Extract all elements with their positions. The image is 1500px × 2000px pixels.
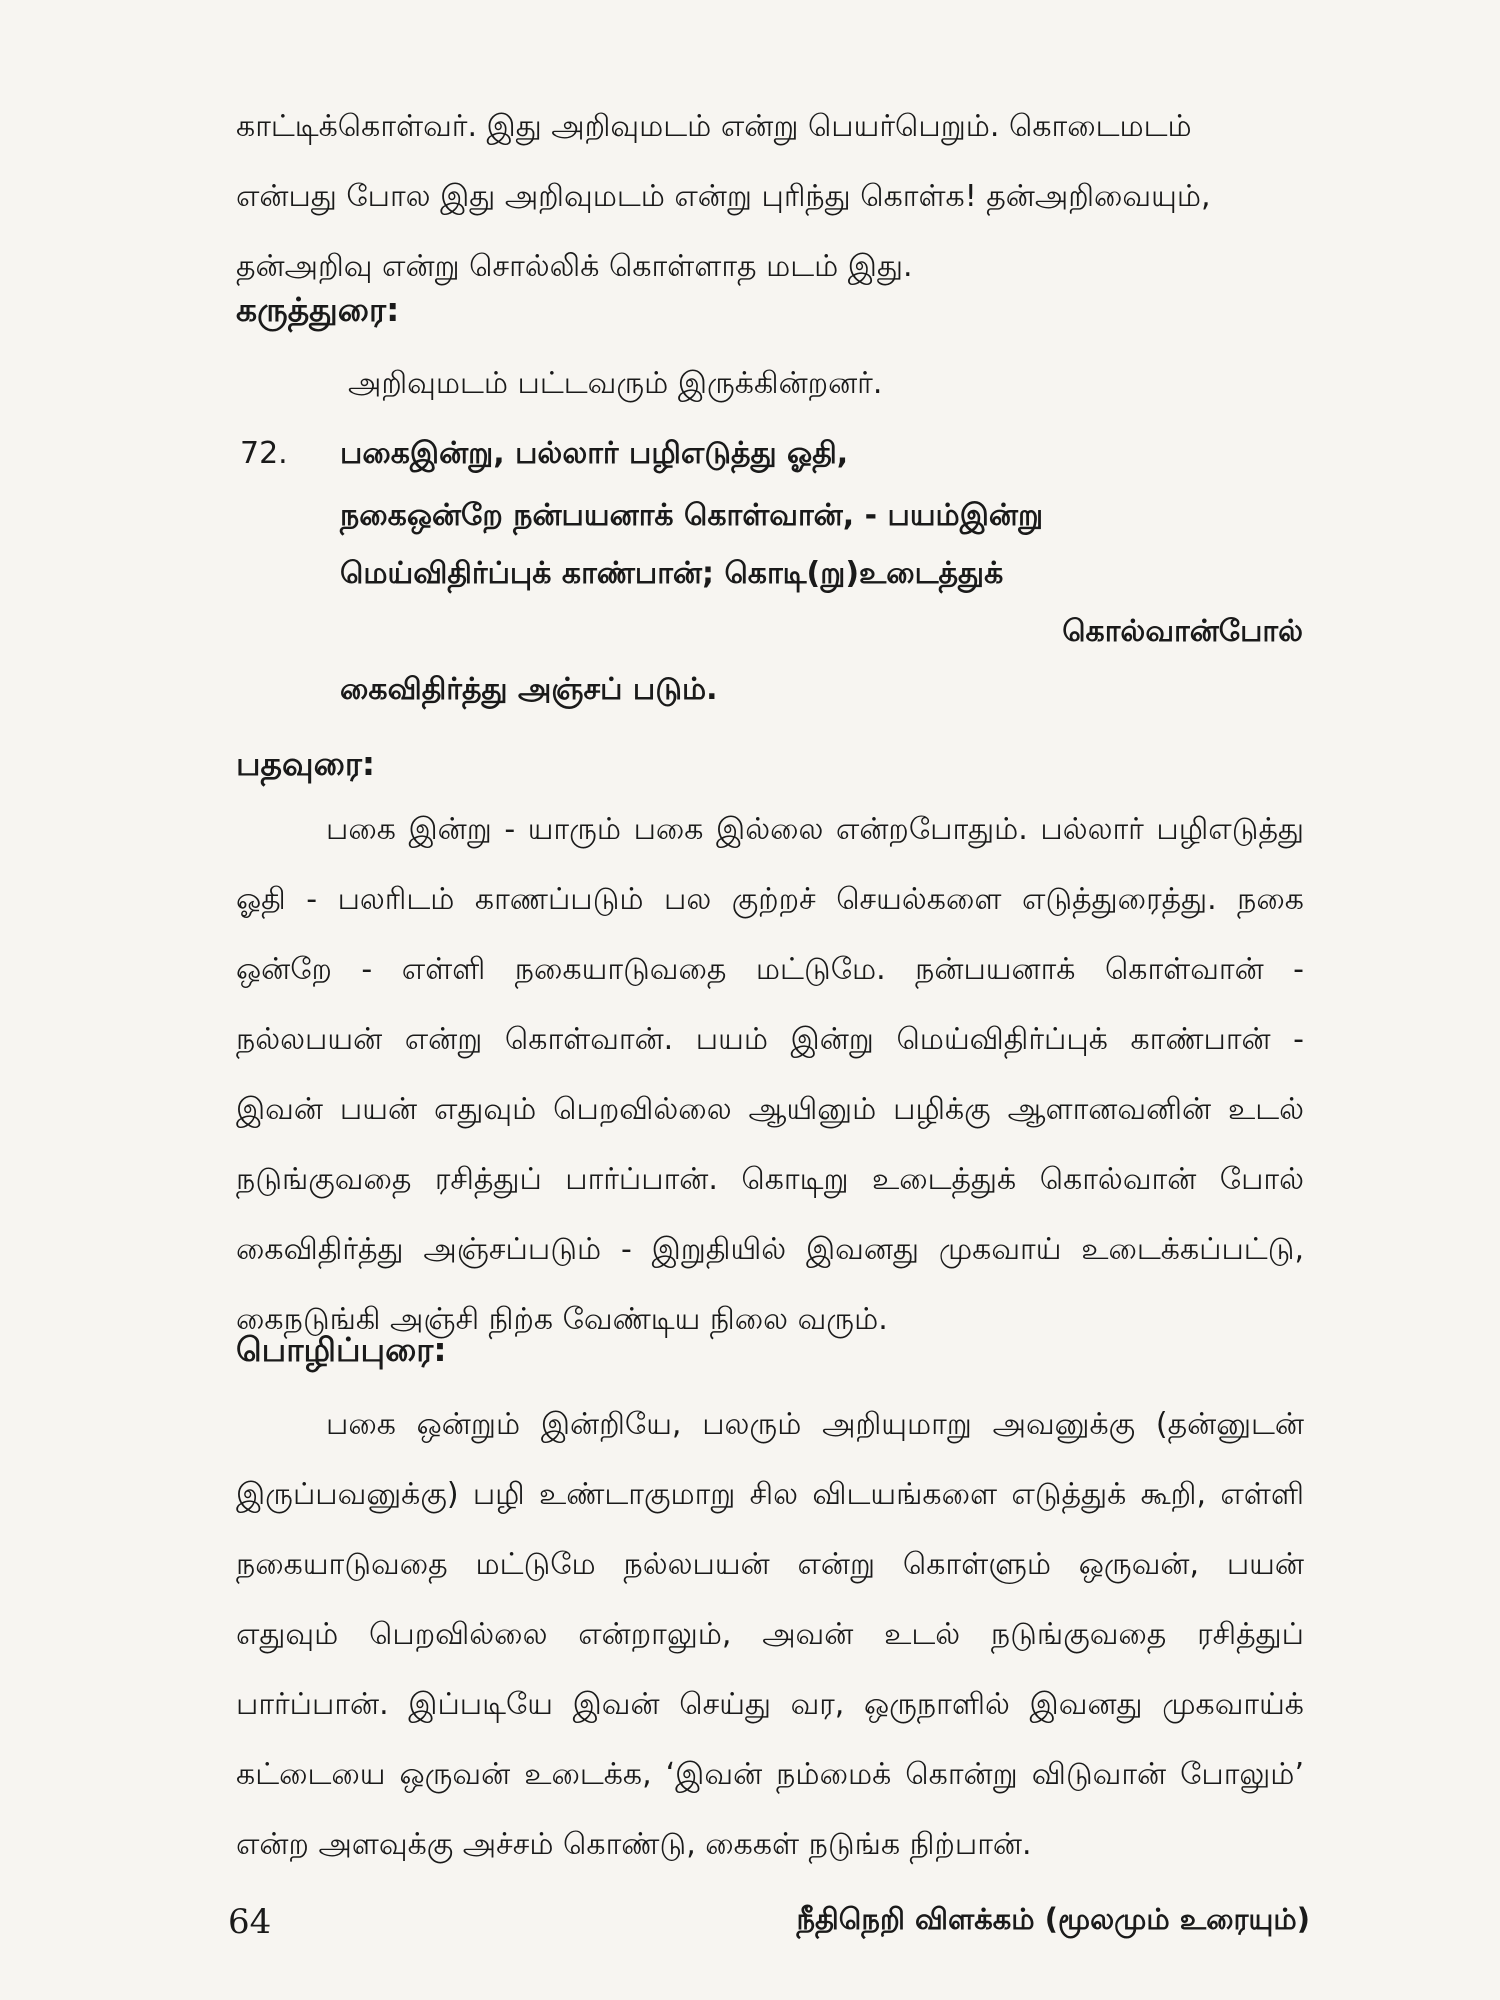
verse-line: நகைஒன்றே நன்பயனாக் கொள்வான், - பயம்இன்று [340, 498, 1044, 533]
verse-line: கொல்வான்போல் [1062, 614, 1303, 649]
pathavurai-text: பகை இன்று - யாரும் பகை இல்லை என்றபோதும். பல்லார் பழிஎடுத்து ஓதி - பலரிடம் காணப்படும் பல குற்றச் செயல்களை எடுத்துரைத்து. நகை ஒன்றே - எள்ளி நகையாடுவதை மட்டுமே. நன்பயனாக் கொள்வான் - நல்லபயன் என்று கொள்வான். பயம் இன்று மெய்விதிர்ப்புக் காண்பான் - இவன் பயன் எதுவும் பெறவில்லை ஆயினும் பழிக்கு ஆளானவனின் உடல் நடுங்குவதை ரசித்துப் பார்ப்பான். கொடிறு உடைத்துக் கொல்வான் போல் கைவிதிர்த்து அஞ்சப்படும் - இறுதியில் இவனது முகவாய் உடைக்கப்பட்டு, கைநடுங்கி அஞ்சி நிற்க வேண்டிய நிலை வரும். [236, 812, 1304, 1337]
intro-line: தன்அறிவு என்று சொல்லிக் கொள்ளாத மடம் இது. [236, 249, 913, 284]
intro-line: என்பது போல இது அறிவுமடம் என்று புரிந்து கொள்க! தன்அறிவையும், [236, 179, 1211, 214]
page-number: 64 [228, 1902, 272, 1942]
verse-line: மெய்விதிர்ப்புக் காண்பான்; கொடி(று)உடைத்துக் [340, 556, 1004, 591]
pozhippurai-heading: பொழிப்புரை: [236, 1330, 447, 1369]
pathavurai-paragraph [236, 795, 1304, 1355]
verse-number: 72. [240, 436, 288, 471]
intro-line: காட்டிக்கொள்வர். இது அறிவுமடம் என்று பெயர்பெறும். கொடைமடம் [236, 109, 1192, 144]
pathavurai-heading: பதவுரை: [236, 744, 376, 783]
karuththurai-text: அறிவுமடம் பட்டவரும் இருக்கின்றனர். [348, 366, 883, 401]
verse-line: பகைஇன்று, பல்லார் பழிஎடுத்து ஓதி, [340, 436, 849, 471]
book-title: நீதிநெறி விளக்கம் (மூலமும் உரையும்) [796, 1902, 1310, 1936]
intro-paragraph [236, 92, 1304, 302]
pozhippurai-paragraph [236, 1390, 1304, 1880]
verse-line: கைவிதிர்த்து அஞ்சப் படும். [340, 672, 718, 707]
karuththurai-heading: கருத்துரை: [236, 290, 400, 329]
pozhippurai-text: பகை ஒன்றும் இன்றியே, பலரும் அறியுமாறு அவனுக்கு (தன்னுடன் இருப்பவனுக்கு) பழி உண்டாகுமாறு சில விடயங்களை எடுத்துக் கூறி, எள்ளி நகையாடுவதை மட்டுமே நல்லபயன் என்று கொள்ளும் ஒருவன், பயன் எதுவும் பெறவில்லை என்றாலும், அவன் உடல் நடுங்குவதை ரசித்துப் பார்ப்பான். இப்படியே இவன் செய்து வர, ஒருநாளில் இவனது முகவாய்க் கட்டையை ஒருவன் உடைக்க, ‘இவன் நம்மைக் கொன்று விடுவான் போலும்’ என்ற அளவுக்கு அச்சம் கொண்டு, கைகள் நடுங்க நிற்பான். [236, 1407, 1304, 1862]
